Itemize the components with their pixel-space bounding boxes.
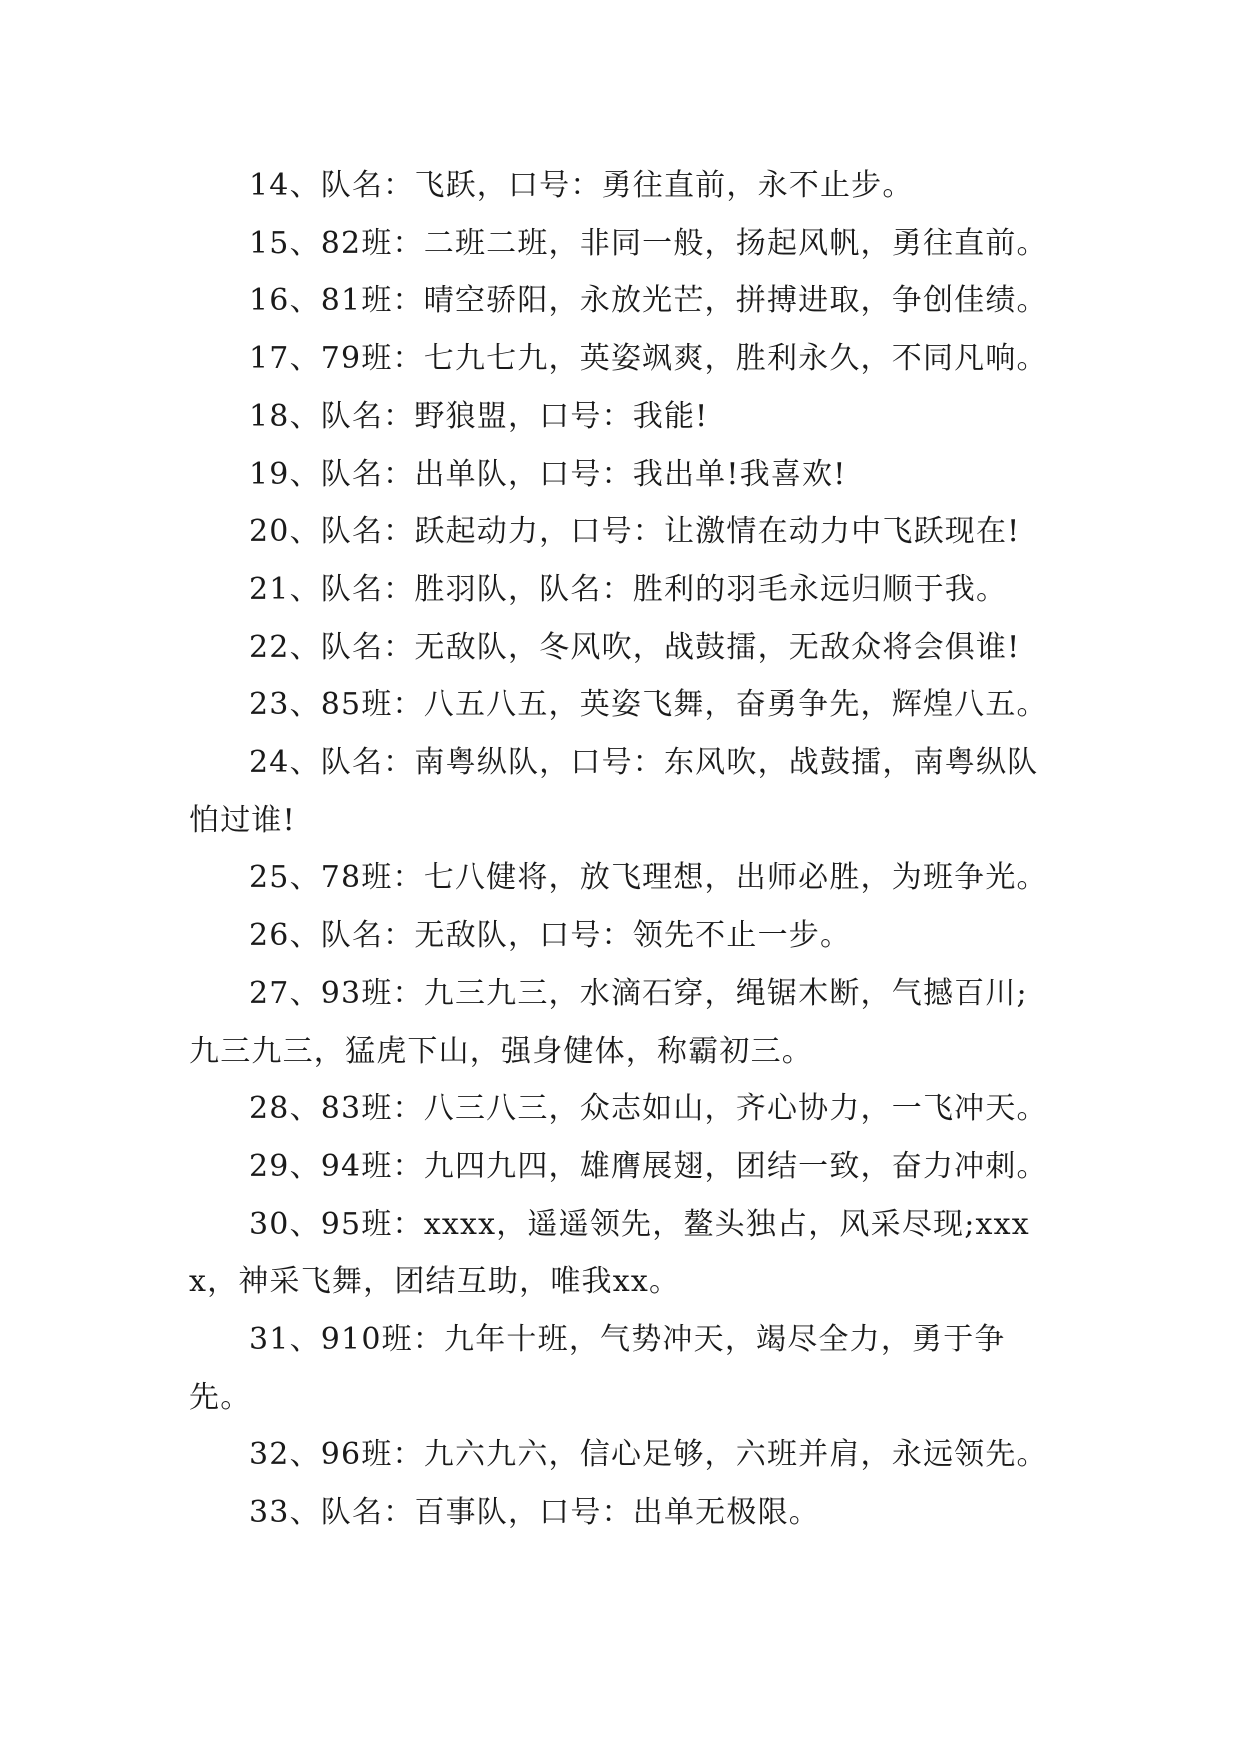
paragraph: 23、85班：八五八五，英姿飞舞，奋勇争先，辉煌八五。 [249,687,1048,723]
paragraph: 27、93班：九三九三，水滴石穿，绳锯木断，气撼百川;九三九三，猛虎下山，强身健体，称霸初三。 [189,975,1028,1069]
paragraph: 30、95班：xxxx，遥遥领先，鳌头独占，风采尽现;xxxx，神采飞舞，团结互助，唯我xx。 [189,1206,1030,1300]
paragraph: 28、83班：八三八三，众志如山，齐心协力，一飞冲天。 [249,1091,1048,1127]
paragraph: 21、队名：胜羽队，队名：胜利的羽毛永远归顺于我。 [249,571,1008,607]
paragraph: 18、队名：野狼盟，口号：我能! [249,398,709,434]
paragraph: 25、78班：七八健将，放飞理想，出师必胜，为班争光。 [249,860,1048,896]
document-body [189,157,1049,1542]
paragraph: 22、队名：无敌队，冬风吹，战鼓擂，无敌众将会俱谁! [249,629,1021,665]
paragraph: 14、队名：飞跃，口号：勇往直前，永不止步。 [249,168,914,203]
paragraph: 17、79班：七九七九，英姿飒爽，胜利永久，不同凡响。 [249,341,1048,377]
paragraph: 33、队名：百事队，口号：出单无极限。 [249,1495,820,1531]
paragraph: 32、96班：九六九六，信心足够，六班并肩，永远领先。 [249,1437,1048,1473]
paragraph: 15、82班：二班二班，非同一般，扬起风帆，勇往直前。 [249,225,1048,261]
paragraph: 24、队名：南粤纵队，口号：东风吹，战鼓擂，南粤纵队怕过谁! [189,745,1039,838]
paragraph: 16、81班：晴空骄阳，永放光芒，拼搏进取，争创佳绩。 [249,283,1048,319]
paragraph: 19、队名：出单队，口号：我出单!我喜欢! [249,456,847,492]
paragraph: 26、队名：无敌队，口号：领先不止一步。 [249,918,852,954]
paragraph: 29、94班：九四九四，雄膺展翅，团结一致，奋力冲刺。 [249,1148,1048,1184]
paragraph: 31、910班：九年十班，气势冲天，竭尽全力，勇于争先。 [189,1322,1006,1415]
paragraph: 20、队名：跃起动力，口号：让激情在动力中飞跃现在! [249,514,1021,550]
